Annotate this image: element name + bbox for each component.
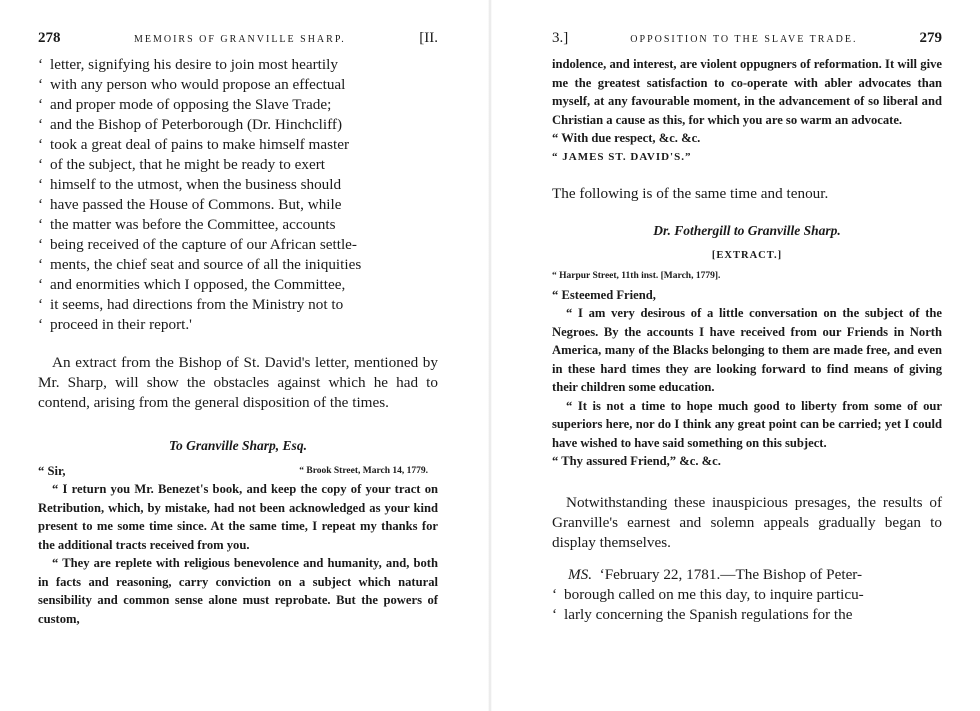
quote-line: ‘ have passed the House of Commons. But, while bbox=[38, 195, 438, 215]
dateline: “ Brook Street, March 14, 1779. bbox=[299, 465, 428, 476]
letter-continuation bbox=[552, 55, 942, 166]
ms-text-line: ‘ larly concerning the Spanish regulations for the bbox=[552, 605, 942, 625]
intro-text: The following is of the same time and tenour. bbox=[552, 185, 829, 202]
letter-paragraph: “ They are replete with religious benevolence and humanity, and, both in facts and reasoning, carry conviction on a subject which natural sensibility and common sense alone must reprobate. But the powers of custom, bbox=[38, 556, 438, 626]
letter-paragraph: “ I am very desirous of a little conversation on the subject of the Negroes. By the accounts I have received from our Friends in North America, many of the Blacks belonging to them are made free, and even in these hard times they are looking forward to find means of giving their children some education. bbox=[552, 306, 942, 394]
letter-paragraph: indolence, and interest, are violent oppugners of reformation. It will give me the greatest satisfaction to co-operate with abler advocates than myself, at any favourable moment, in the advancement of so liberal and Christian a cause as this, for which you are so warm an advocate. bbox=[552, 57, 942, 127]
running-title: OPPOSITION TO THE SLAVE TRADE. bbox=[630, 34, 858, 45]
quote-line: ‘ and proper mode of opposing the Slave Trade; bbox=[38, 95, 438, 115]
letter-bishop bbox=[38, 437, 438, 628]
quote-line: ‘ the matter was before the Committee, accounts bbox=[38, 215, 438, 235]
page-number: 278 bbox=[38, 30, 61, 46]
quoted-passage bbox=[38, 55, 438, 413]
letter-heading: To Granville Sharp, Esq. bbox=[169, 438, 307, 453]
right-body bbox=[552, 493, 942, 625]
ms-text-line: ‘ borough called on me this day, to inquire particu- bbox=[552, 585, 942, 605]
ms-label: MS. bbox=[568, 565, 593, 583]
quote-line: ‘ being received of the capture of our African settle- bbox=[38, 235, 438, 255]
letter-paragraph: “ I return you Mr. Benezet's book, and keep the copy of your tract on Retribution, which, by mistake, had not been acknowledged as your kind present to me some time since. At the same time, I repeat my thanks for the additional tracts received from you. bbox=[38, 482, 438, 552]
quote-line: ‘ with any person who would propose an effectual bbox=[38, 75, 438, 95]
running-title: MEMOIRS OF GRANVILLE SHARP. bbox=[133, 34, 346, 45]
quote-line: ‘ of the subject, that he might be ready to exert bbox=[38, 155, 438, 175]
ms-text-line: February 22, 1781.—The Bishop of Peter- bbox=[604, 565, 863, 583]
page-number: 279 bbox=[919, 30, 942, 46]
body-paragraph: Notwithstanding these inauspicious presages, the results of Granville's earnest and solemn appeals gradually began to display themselves. bbox=[552, 493, 942, 551]
salutation: “ Sir, bbox=[38, 463, 66, 478]
quote-line: ‘ himself to the utmost, when the business should bbox=[38, 175, 438, 195]
letter-signature: “ JAMES ST. DAVID'S.” bbox=[552, 150, 692, 163]
quote-line: ‘ proceed in their report.' bbox=[38, 315, 438, 335]
extract-label: [EXTRACT.] bbox=[711, 249, 783, 261]
quote-line: ‘ and the Bishop of Peterborough (Dr. Hinchcliff) bbox=[38, 115, 438, 135]
letter-paragraph: “ It is not a time to hope much good to liberty from some of our superiors here, nor do I think any great point can be carried; yet I could have wished to have said something on this subject. bbox=[552, 398, 942, 450]
right-page bbox=[490, 0, 980, 711]
left-page-header bbox=[38, 30, 438, 47]
quote-line: ‘ ments, the chief seat and source of all the iniquities bbox=[38, 255, 438, 275]
salutation: “ Esteemed Friend, bbox=[552, 287, 656, 302]
quote-line: ‘ and enormities which I opposed, the Committee, bbox=[38, 275, 438, 295]
intro-line bbox=[552, 184, 942, 204]
body-paragraph: An extract from the Bishop of St. David's letter, mentioned by Mr. Sharp, will show the obstacles against which he had to contend, arising from the general disposition of the times. bbox=[38, 354, 438, 411]
letter-heading: Dr. Fothergill to Granville Sharp. bbox=[653, 223, 841, 238]
letter-closing: “ With due respect, &c. &c. bbox=[552, 131, 701, 145]
quote-line: ‘ took a great deal of pains to make himself master bbox=[38, 135, 438, 155]
section-marker: [II. bbox=[419, 30, 438, 46]
right-page-header bbox=[552, 30, 942, 47]
letter-salutation-row bbox=[38, 462, 438, 481]
dateline: “ Harpur Street, 11th inst. [March, 1779]. bbox=[552, 271, 721, 281]
quote-line: ‘ letter, signifying his desire to join most heartily bbox=[38, 55, 438, 75]
letter-closing: “ Thy assured Friend,” &c. &c. bbox=[552, 454, 721, 468]
section-marker: 3.] bbox=[552, 30, 569, 46]
ms-entry-line: MS. ‘February 22, 1781.—The Bishop of Peter- bbox=[568, 565, 863, 583]
quote-line: ‘ it seems, had directions from the Ministry not to bbox=[38, 295, 438, 315]
letter-fothergill bbox=[552, 222, 942, 471]
